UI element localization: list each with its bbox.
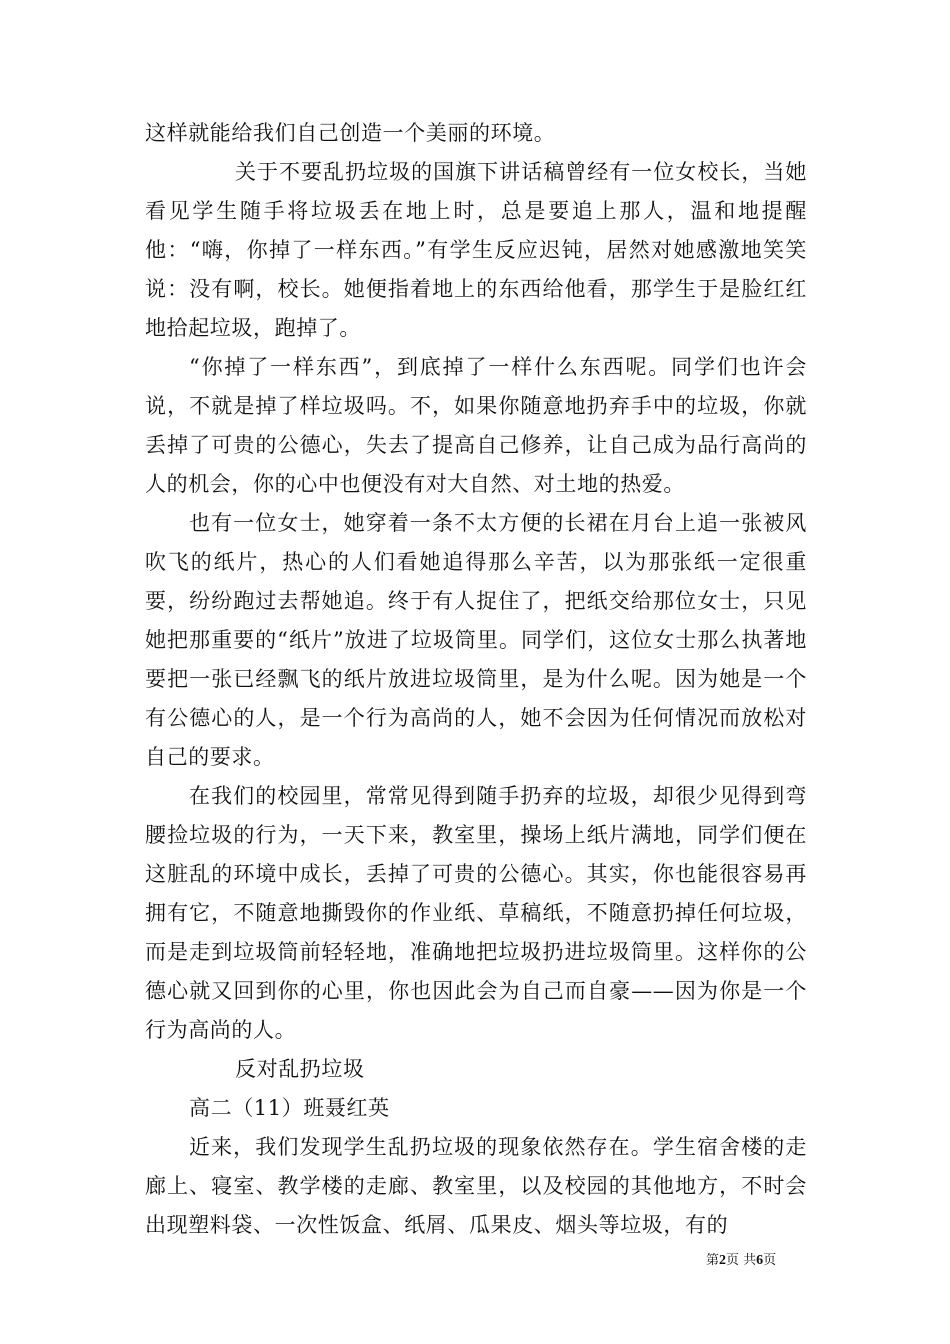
footer-total-pages: 6 [756,1253,764,1268]
paragraph-lost-something: “你掉了一样东西”，到底掉了一样什么东西呢。同学们也许会说，不就是掉了样垃圾吗。不，如果你随意地扔弃手中的垃圾，你就丢掉了可贵的公德心，失去了提高自己修养，让自己成为品行高尚的人的机会，你的心中也便没有对大自然、对土地的热爱。 [145,355,807,496]
paragraph-lady-story: 也有一位女士，她穿着一条不太方便的长裙在月台上追一张被风吹飞的纸片，热心的人们看她追得那么辛苦，以为那张纸一定很重要，纷纷跑过去帮她追。终于有人捉住了，把纸交给那位女士，只见她把那重要的“纸片”放进了垃圾筒里。同学们，这位女士那么执著地要把一张已经飘飞的纸片放进垃圾筒里，是为什么呢。因为她是一个有公德心的人，是一个行为高尚的人，她不会因为任何情况而放松对自己的要求。 [145,511,807,769]
section-title: 反对乱扔垃圾 [235,1057,365,1081]
paragraph-principal-story: 关于不要乱扔垃圾的国旗下讲话稿曾经有一位女校长，当她看见学生随手将垃圾丢在地上时，总是要追上那人，温和地提醒他：“嗨，你掉了一样东西。”有学生反应迟钝，居然对她感激地笑笑说：没有啊，校长。她便指着地上的东西给他看，那学生于是脸红红地拾起垃圾，跑掉了。 [145,160,807,340]
paragraph-continuation: 这样就能给我们自己创造一个美丽的环境。 [145,121,556,145]
paragraph-campus: 在我们的校园里，常常见得到随手扔弃的垃圾，却很少见得到弯腰捡垃圾的行为，一天下来，教室里，操场上纸片满地，同学们便在这脏乱的环境中成长，丢掉了可贵的公德心。其实，你也能很容易再拥有它，不随意地撕毁你的作业纸、草稿纸，不随意扔掉任何垃圾，而是走到垃圾筒前轻轻地，准确地把垃圾扔进垃圾筒里。这样你的公德心就又回到你的心里，你也因此会为自己而自豪——因为你是一个行为高尚的人。 [145,784,807,1042]
document-body [145,114,807,1245]
footer-current-page: 2 [719,1253,727,1268]
page-footer [706,1249,776,1269]
footer-middle: 页 共 [726,1253,757,1268]
footer-prefix: 第 [706,1253,720,1268]
author-line: 高二（11）班聂红英 [189,1096,390,1120]
paragraph-recent-findings: 近来，我们发现学生乱扔垃圾的现象依然存在。学生宿舍楼的走廊上、寝室、教学楼的走廊、教室里，以及校园的其他地方，不时会出现塑料袋、一次性饭盒、纸屑、瓜果皮、烟头等垃圾，有的 [145,1135,807,1237]
footer-suffix: 页 [763,1253,777,1268]
